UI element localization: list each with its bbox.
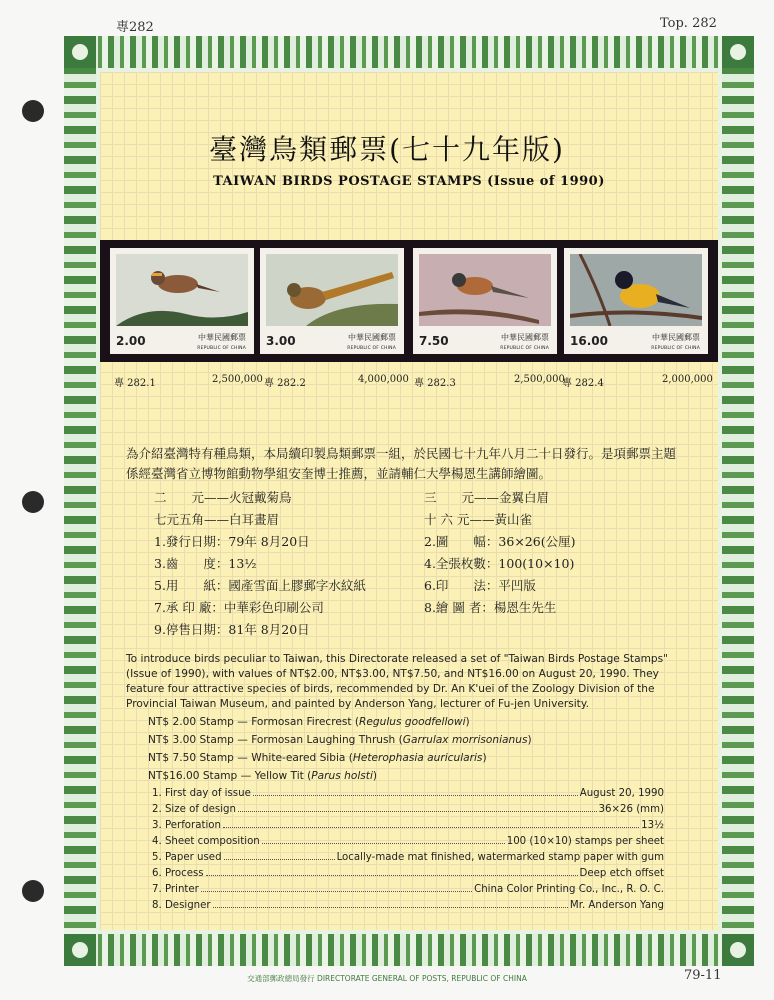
latin-name: Garrulax morrisonianus (402, 734, 528, 746)
spec-value: 36×26 (mm) (598, 804, 664, 815)
stamp-2 (260, 248, 404, 354)
english-spec-row (152, 836, 664, 847)
english-intro: To introduce birds peculiar to Taiwan, this Directorate released a set of "Taiwan Birds Postage Stamps" (Issue of 1990), with values of NT$2.00, NT$3.00, NT$7.50, and NT$16.00 on August 20, 1990. They feature four attractive species of birds, recommended by Dr. An K'uei of the Zoology Division of the Provincial Taiwan Museum, and painted by Anderson Yang, lecturer of Fu-jen University. (126, 653, 668, 710)
stamp-country: 中華民國郵票 (348, 333, 396, 342)
chinese-spec-line: 1.發行日期：79年 8月20日 (154, 534, 310, 549)
spec-label: 8. Designer (152, 900, 211, 911)
spec-value: August 20, 1990 (579, 788, 664, 799)
spec-value: Locally-made mat finished, watermarked stamp paper with gum (336, 852, 664, 863)
stamp-quantity: 4,000,000 (358, 374, 409, 385)
paren: ) (482, 752, 487, 764)
page-code-right: Top. 282 (660, 16, 717, 31)
spec-label: 2. Size of design (152, 804, 236, 815)
stamp-desc: NT$ 3.00 Stamp — Formosan Laughing Thrush ( (148, 734, 403, 746)
spec-value: Mr. Anderson Yang (569, 900, 664, 911)
binder-hole (22, 491, 44, 513)
chinese-spec-line: 8.繪 圖 者：楊恩生先生 (424, 600, 557, 615)
chinese-spec-line: 7.承 印 廠：中華彩色印刷公司 (154, 600, 324, 615)
latin-name: Parus holsti (311, 770, 373, 782)
chinese-value-line: 十 六 元——黃山雀 (424, 512, 532, 527)
chinese-value-line: 二 元——火冠戴菊鳥 (154, 490, 292, 505)
spec-value: 13½ (641, 820, 664, 831)
stamp-ref: 專 282.4 (562, 378, 604, 389)
spec-label: 1. First day of issue (152, 788, 251, 799)
english-stamp-line (148, 770, 377, 782)
stamp-value: 2.00 (116, 334, 146, 348)
firecrest-bird-icon (116, 254, 248, 326)
stamp-desc: NT$16.00 Stamp — Yellow Tit ( (148, 770, 312, 782)
latin-name: Heterophasia auricularis (352, 752, 483, 764)
stamp-value: 7.50 (419, 334, 449, 348)
spec-label: 4. Sheet composition (152, 836, 260, 847)
footer-publisher: 交通部郵政總局發行 DIRECTORATE GENERAL OF POSTS, REPUBLIC OF CHINA (247, 974, 527, 983)
stamp-quantity: 2,500,000 (514, 374, 565, 385)
english-spec-row (152, 868, 664, 879)
chinese-spec-line: 4.全張枚數：100(10×10) (424, 556, 575, 571)
chinese-value-line: 七元五角——白耳畫眉 (154, 512, 280, 527)
stamp-value: 3.00 (266, 334, 296, 348)
paren: ) (527, 734, 532, 746)
stamp-roc: REPUBLIC OF CHINA (347, 346, 396, 351)
stamp-value: 16.00 (570, 334, 608, 348)
chinese-spec-line: 2.圖 幅：36×26(公厘) (424, 534, 576, 549)
english-spec-row (152, 804, 664, 815)
chinese-spec-line: 6.印 法：平凹版 (424, 578, 536, 593)
stamp-quantity: 2,500,000 (212, 374, 263, 385)
latin-name: Regulus goodfellowi (359, 716, 466, 728)
spec-label: 6. Process (152, 868, 204, 879)
border-corner (64, 934, 96, 966)
stamp-country: 中華民國郵票 (501, 333, 549, 342)
stamp-3 (413, 248, 557, 354)
stamp-country: 中華民國郵票 (198, 333, 246, 342)
yellow-tit-bird-icon (570, 254, 702, 326)
border-corner (722, 934, 754, 966)
stamp-ref: 專 282.1 (114, 378, 156, 389)
title-english: TAIWAN BIRDS POSTAGE STAMPS (Issue of 1990) (213, 174, 605, 189)
stamp-roc: REPUBLIC OF CHINA (500, 346, 549, 351)
border-corner (722, 36, 754, 68)
stamp-1 (110, 248, 254, 354)
spec-value: China Color Printing Co., Inc., R. O. C. (474, 884, 664, 895)
english-spec-row (152, 788, 664, 799)
stamp-ref: 專 282.2 (264, 378, 306, 389)
english-stamp-line (148, 734, 532, 746)
stamp-desc: NT$ 7.50 Stamp — White-eared Sibia ( (148, 752, 353, 764)
binder-hole (22, 100, 44, 122)
binder-hole (22, 880, 44, 902)
stamp-ref: 專 282.3 (414, 378, 456, 389)
english-stamp-line (148, 752, 487, 764)
laughing-thrush-bird-icon (266, 254, 398, 326)
paren: ) (372, 770, 378, 782)
stamp-roc: REPUBLIC OF CHINA (197, 346, 246, 351)
stamp-strip (100, 240, 718, 362)
page-code-left: 專282 (116, 20, 154, 35)
english-spec-row (152, 852, 664, 863)
stamp-roc: REPUBLIC OF CHINA (651, 346, 700, 351)
english-spec-row (152, 884, 664, 895)
stamp-desc: NT$ 2.00 Stamp — Formosan Firecrest ( (148, 716, 360, 728)
spec-value: Deep etch offset (579, 868, 664, 879)
english-spec-row (152, 820, 664, 831)
stamp-country: 中華民國郵票 (652, 333, 700, 342)
english-stamp-line (148, 716, 470, 728)
spec-label: 3. Perforation (152, 820, 221, 831)
chinese-intro: 為介紹臺灣特有種鳥類，本局續印製鳥類郵票一組，於民國七十九年八月二十日發行。是項郵票主題係經臺灣省立博物館動物學組安奎博士推薦，並請輔仁大學楊恩生講師繪圖。 (126, 446, 677, 481)
spec-label: 7. Printer (152, 884, 199, 895)
chinese-value-line: 三 元——金翼白眉 (424, 490, 550, 505)
chinese-spec-line: 9.停售日期：81年 8月20日 (154, 622, 310, 637)
page-number: 79-11 (684, 968, 722, 983)
border-bottom-band (64, 934, 754, 966)
spec-label: 5. Paper used (152, 852, 222, 863)
border-corner (64, 36, 96, 68)
stamp-quantity: 2,000,000 (662, 374, 713, 385)
sibia-bird-icon (419, 254, 551, 326)
english-spec-row (152, 900, 664, 911)
title-chinese: 臺灣鳥類郵票(七十九年版) (209, 133, 565, 166)
stamp-4 (564, 248, 708, 354)
spec-value: 100 (10×10) stamps per sheet (506, 836, 664, 847)
paren: ) (465, 716, 470, 728)
chinese-spec-line: 5.用 紙：國產雪面上膠郵字水紋紙 (154, 578, 366, 593)
chinese-spec-line: 3.齒 度：13½ (154, 556, 257, 571)
border-top-band (64, 36, 754, 68)
